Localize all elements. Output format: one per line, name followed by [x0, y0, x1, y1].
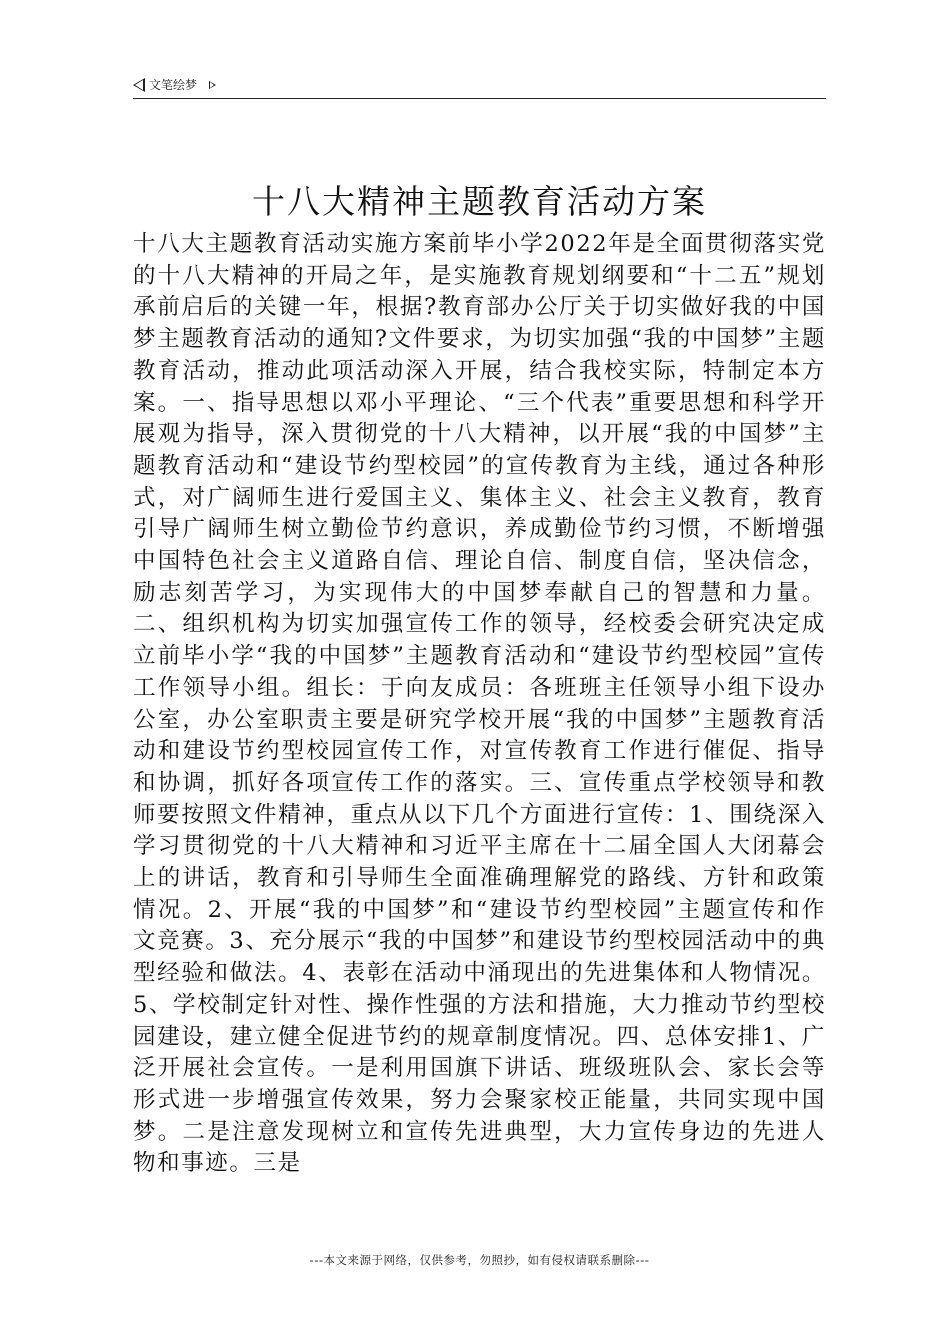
footer-disclaimer: ---本文来源于网络，仅供参考，勿照抄，如有侵权请联系删除---	[309, 1253, 650, 1267]
triangle-left-icon	[133, 78, 145, 92]
header-brand-group	[133, 76, 216, 93]
page-header	[133, 74, 826, 99]
document-title: 十八大精神主题教育活动方案	[252, 182, 707, 221]
triangle-right-icon	[209, 81, 216, 89]
document-body: 十八大主题教育活动实施方案前毕小学2022年是全面贯彻落实党的十八大精神的开局之年，是实施教育规划纲要和“十二五”规划承前启后的关键一年，根据?教育部办公厅关于切实做好我的中国梦主题教育活动的通知?文件要求，为切实加强“我的中国梦”主题教育活动，推动此项活动深入开展，结合我校实际，特制定本方案。一、指导思想以邓小平理论、“三个代表”重要思想和科学开展观为指导，深入贯彻党的十八大精神，以开展“我的中国梦”主题教育活动和“建设节约型校园”的宣传教育为主线，通过各种形式，对广阔师生进行爱国主义、集体主义、社会主义教育，教育引导广阔师生树立勤俭节约意识，养成勤俭节约习惯，不断增强中国特色社会主义道路自信、理论自信、制度自信，坚决信念，励志刻苦学习，为实现伟大的中国梦奉献自己的智慧和力量。二、组织机构为切实加强宣传工作的领导，经校委会研究决定成立前毕小学“我的中国梦”主题教育活动和“建设节约型校园”宣传工作领导小组。组长：于向友成员：各班班主任领导小组下设办公室，办公室职责主要是研究学校开展“我的中国梦”主题教育活动和建设节约型校园宣传工作，对宣传教育工作进行催促、指导和协调，抓好各项宣传工作的落实。三、宣传重点学校领导和教师要按照文件精神，重点从以下几个方面进行宣传：1、围绕深入学习贯彻党的十八大精神和习近平主席在十二届全国人大闭幕会上的讲话，教育和引导师生全面准确理解党的路线、方针和政策情况。2、开展“我的中国梦”和“建设节约型校园”主题宣传和作文竞赛。3、充分展示“我的中国梦”和建设节约型校园活动中的典型经验和做法。4、表彰在活动中涌现出的先进集体和人物情况。5、学校制定针对性、操作性强的方法和措施，大力推动节约型校园建设，建立健全促进节约的规章制度情况。四、总体安排1、广泛开展社会宣传。一是利用国旗下讲话、班级班队会、家长会等形式进一步增强宣传效果，努力会聚家校正能量，共同实现中国梦。二是注意发现树立和宣传先进典型，大力宣传身边的先进人物和事迹。三是	[133, 231, 826, 1177]
header-brand: 文笔绘梦	[149, 78, 198, 92]
